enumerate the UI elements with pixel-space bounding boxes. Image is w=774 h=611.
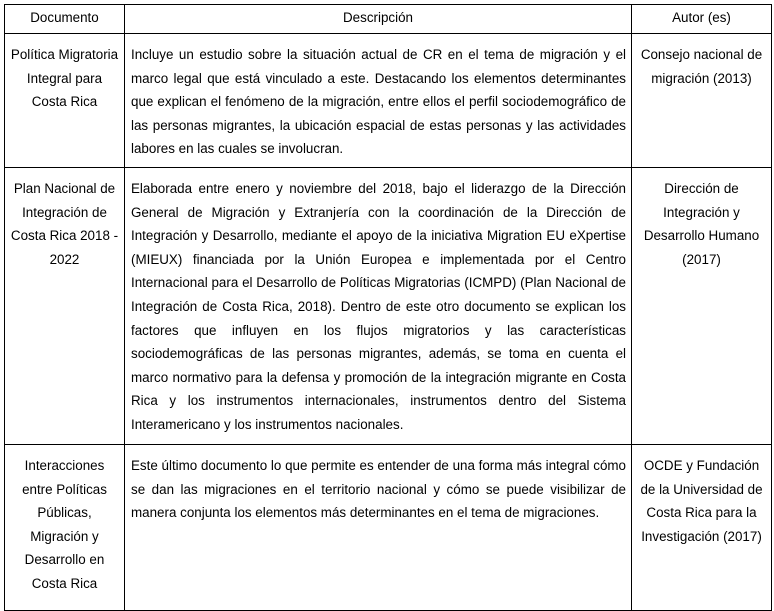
table-row bbox=[5, 444, 772, 610]
document-cell: Interacciones entre Políticas Públicas, Migración y Desarrollo en Costa Rica bbox=[5, 444, 125, 610]
author-cell: Consejo nacional de migración (2013) bbox=[632, 34, 772, 168]
table-header-row bbox=[5, 5, 772, 34]
document-cell: Plan Nacional de Integración de Costa Rica 2018 - 2022 bbox=[5, 167, 125, 444]
table-row bbox=[5, 167, 772, 444]
documents-table bbox=[4, 4, 772, 611]
header-autores: Autor (es) bbox=[632, 5, 772, 34]
author-cell: OCDE y Fundación de la Universidad de Costa Rica para la Investigación (2017) bbox=[632, 444, 772, 610]
table-row bbox=[5, 34, 772, 168]
header-descripcion: Descripción bbox=[125, 5, 632, 34]
description-cell: Incluye un estudio sobre la situación actual de CR en el tema de migración y el marco legal que está vinculado a este. Destacando los elementos determinantes que explican el fenómeno de la migración, entre ellos el perfil sociodemográfico de las personas migrantes, la ubicación espacial de estas personas y las actividades labores en las cuales se involucran. bbox=[125, 34, 632, 168]
author-cell: Dirección de Integración y Desarrollo Humano (2017) bbox=[632, 167, 772, 444]
description-cell: Este último documento lo que permite es entender de una forma más integral cómo se dan las migraciones en el territorio nacional y cómo se puede visibilizar de manera conjunta los elementos más determinantes en el tema de migraciones. bbox=[125, 444, 632, 610]
description-cell: Elaborada entre enero y noviembre del 2018, bajo el liderazgo de la Dirección General de Migración y Extranjería con la coordinación de la Dirección de Integración y Desarrollo, mediante el apoyo de la iniciativa Migration EU eXpertise (MIEUX) financiada por la Unión Europea e implementada por el Centro Internacional para el Desarrollo de Políticas Migratorias (ICMPD) (Plan Nacional de Integración de Costa Rica, 2018). Dentro de este otro documento se explican los factores que influyen en los flujos migratorios y las características sociodemográficas de las personas migrantes, además, se toma en cuenta el marco normativo para la defensa y promoción de la integración migrante en Costa Rica y los instrumentos internacionales, instrumentos dentro del Sistema Interamericano y los instrumentos nacionales. bbox=[125, 167, 632, 444]
document-cell: Política Migratoria Integral para Costa Rica bbox=[5, 34, 125, 168]
header-documento: Documento bbox=[5, 5, 125, 34]
